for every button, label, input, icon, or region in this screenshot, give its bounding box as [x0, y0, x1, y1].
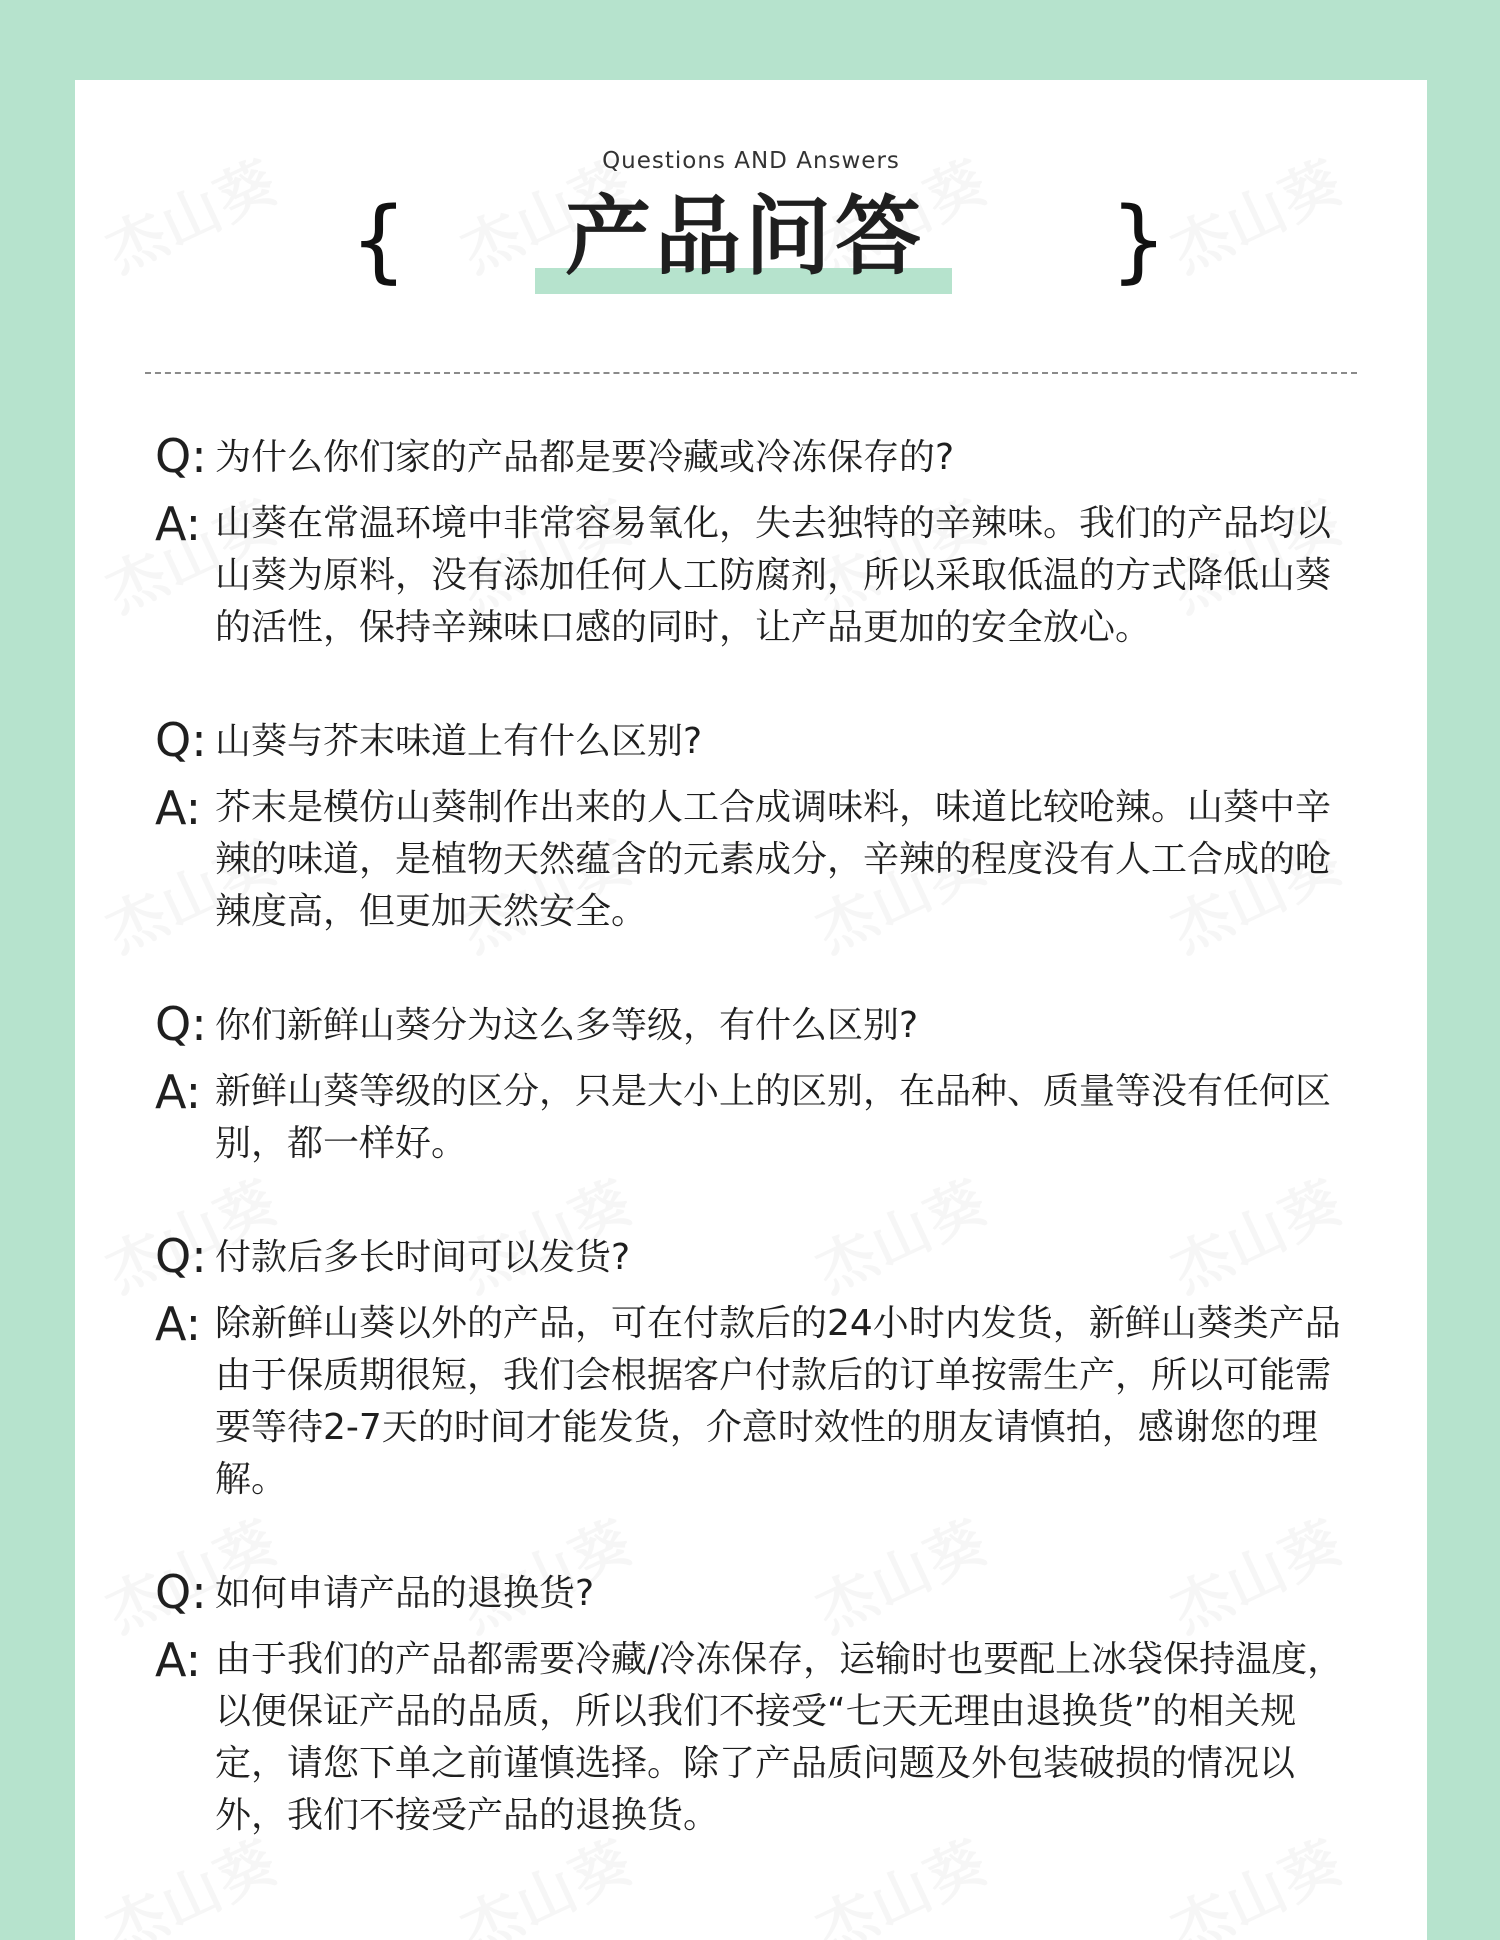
answer-text: 山葵在常温环境中非常容易氧化，失去独特的辛辣味。我们的产品均以山葵为原料，没有添加任何人工防腐剂，所以采取低温的方式降低山葵的活性，保持辛辣味口感的同时，让产品更加的安全放心。: [215, 503, 1332, 648]
qa-card: [75, 80, 1427, 1940]
dashed-divider: [145, 372, 1357, 374]
qa-item: [155, 430, 1355, 654]
qa-item: [155, 1566, 1355, 1842]
question-label: Q:: [155, 1229, 207, 1283]
qa-item: [155, 714, 1355, 938]
left-brace: {: [350, 188, 408, 293]
qa-item: [155, 1230, 1355, 1506]
answer-row: [155, 498, 1355, 654]
question-text: 付款后多长时间可以发货?: [215, 1237, 631, 1278]
answer-row: [155, 1298, 1355, 1506]
question-text: 为什么你们家的产品都是要冷藏或冷冻保存的?: [215, 437, 955, 478]
answer-text: 芥末是模仿山葵制作出来的人工合成调味料，味道比较呛辣。山葵中辛辣的味道，是植物天然蕴含的元素成分，辛辣的程度没有人工合成的呛辣度高，但更加天然安全。: [215, 787, 1332, 932]
question-text: 山葵与芥末味道上有什么区别?: [215, 721, 703, 762]
question-label: Q:: [155, 1565, 207, 1619]
right-brace: }: [1110, 188, 1168, 293]
answer-text: 除新鲜山葵以外的产品，可在付款后的24小时内发货，新鲜山葵类产品由于保质期很短，我们会根据客户付款后的订单按需生产，所以可能需要等待2-7天的时间才能发货，介意时效性的朋友请慎拍，感谢您的理解。: [215, 1303, 1341, 1500]
question-label: Q:: [155, 429, 207, 483]
question-text: 如何申请产品的退换货?: [215, 1573, 595, 1614]
answer-label: A:: [155, 1297, 202, 1351]
answer-row: [155, 1066, 1355, 1170]
question-row: [155, 714, 1355, 770]
question-label: Q:: [155, 997, 207, 1051]
question-label: Q:: [155, 713, 207, 767]
answer-label: A:: [155, 497, 202, 551]
question-text: 你们新鲜山葵分为这么多等级，有什么区别?: [215, 1005, 919, 1046]
answer-label: A:: [155, 781, 202, 835]
question-row: [155, 430, 1355, 486]
header-subtitle: Questions AND Answers: [602, 148, 900, 174]
page-title: 产品问答: [565, 187, 925, 287]
question-row: [155, 998, 1355, 1054]
answer-row: [155, 782, 1355, 938]
answer-text: 由于我们的产品都需要冷藏/冷冻保存，运输时也要配上冰袋保持温度，以便保证产品的品质，所以我们不接受“七天无理由退换货”的相关规定，请您下单之前谨慎选择。除了产品质问题及外包装破损的情况以外，我们不接受产品的退换货。: [215, 1639, 1344, 1836]
answer-text: 新鲜山葵等级的区分，只是大小上的区别，在品种、质量等没有任何区别，都一样好。: [215, 1071, 1332, 1164]
title-wrap: [535, 187, 955, 300]
question-row: [155, 1566, 1355, 1622]
qa-list: [155, 430, 1355, 1902]
answer-label: A:: [155, 1065, 202, 1119]
question-row: [155, 1230, 1355, 1286]
qa-item: [155, 998, 1355, 1170]
answer-row: [155, 1634, 1355, 1842]
header: [75, 148, 1427, 348]
answer-label: A:: [155, 1633, 202, 1687]
